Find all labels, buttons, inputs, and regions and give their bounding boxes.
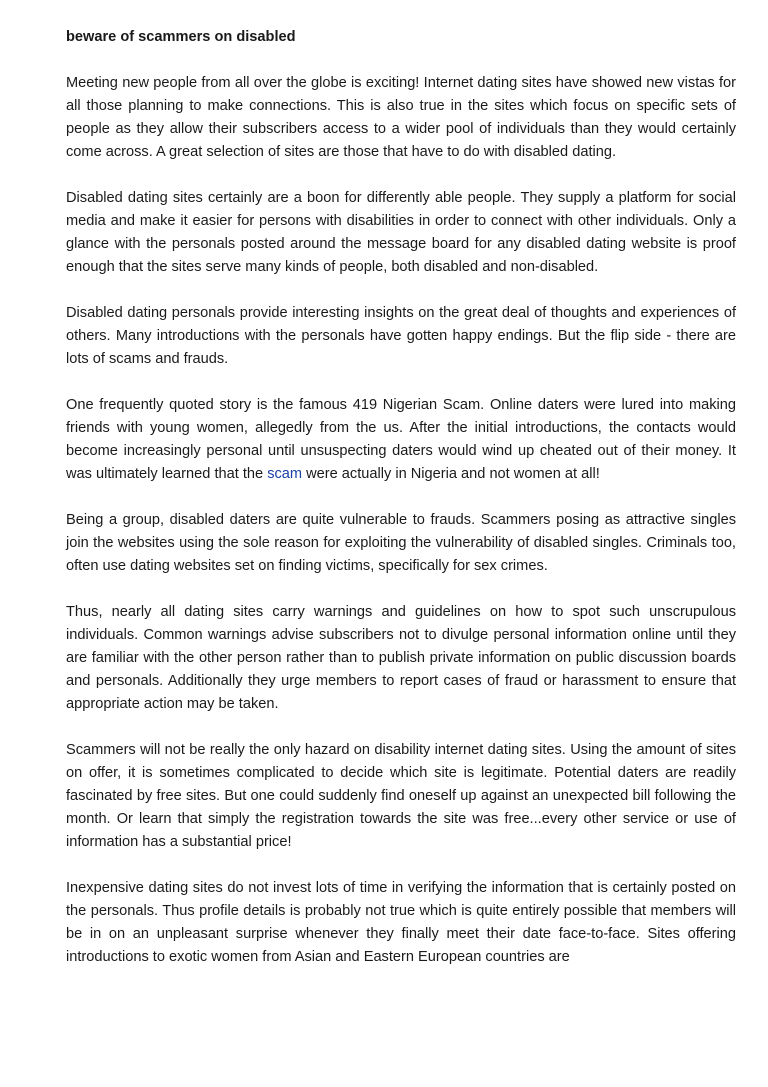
scam-link[interactable]: scam (267, 466, 303, 482)
paragraph: Being a group, disabled daters are quite vulnerable to frauds. Scammers posing as attractive singles join the websites using the sole reason for exploiting the vulnerability of disabled singles. Criminals too, often use dating websites set on finding victims, specifically for sex crimes. (66, 512, 736, 574)
paragraph: Meeting new people from all over the globe is exciting! Internet dating sites have showed new vistas for all those planning to make connections. This is also true in the sites which focus on specific sets of people as they allow their subscribers access to a wider pool of individuals than they would certainly come across. A great selection of sites are those that have to do with disabled dating. (66, 75, 736, 160)
paragraph-text: were actually in Nigeria and not women at all! (302, 466, 600, 482)
paragraph: Disabled dating sites certainly are a boon for differently able people. They supply a platform for social media and make it easier for persons with disabilities in order to connect with other individuals. Only a glance with the personals posted around the message board for any disabled dating website is proof enough that the sites serve many kinds of people, both disabled and non-disabled. (66, 190, 736, 275)
paragraph (66, 394, 736, 486)
document-page (66, 26, 736, 992)
paragraph: Disabled dating personals provide interesting insights on the great deal of thoughts and experiences of others. Many introductions with the personals have gotten happy endings. But the flip side - there are lots of scams and frauds. (66, 305, 736, 367)
document-title: beware of scammers on disabled (66, 29, 296, 45)
paragraph: Inexpensive dating sites do not invest lots of time in verifying the information that is certainly posted on the personals. Thus profile details is probably not true which is quite entirely possible that members will be in on an unpleasant surprise whenever they finally meet their date face-to-face. Sites offering introductions to exotic women from Asian and Eastern European countries are (66, 880, 736, 965)
paragraph-text: One frequently quoted story is the famous 419 Nigerian Scam. Online daters were lured into making friends with young women, allegedly from the us. After the initial introductions, the contacts would become increasingly personal until unsuspecting daters would wind up cheated out of their money. It was ultimately learned that the (66, 397, 736, 482)
paragraph: Scammers will not be really the only hazard on disability internet dating sites. Using the amount of sites on offer, it is sometimes complicated to decide which site is legitimate. Potential daters are readily fascinated by free sites. But one could suddenly find oneself up against an unexpected bill following the month. Or learn that simply the registration towards the site was free...every other service or use of information has a substantial price! (66, 742, 736, 850)
paragraph: Thus, nearly all dating sites carry warnings and guidelines on how to spot such unscrupulous individuals. Common warnings advise subscribers not to divulge personal information online until they are familiar with the other person rather than to publish private information on public discussion boards and personals. Additionally they urge members to report cases of fraud or harassment to ensure that appropriate action may be taken. (66, 604, 736, 712)
